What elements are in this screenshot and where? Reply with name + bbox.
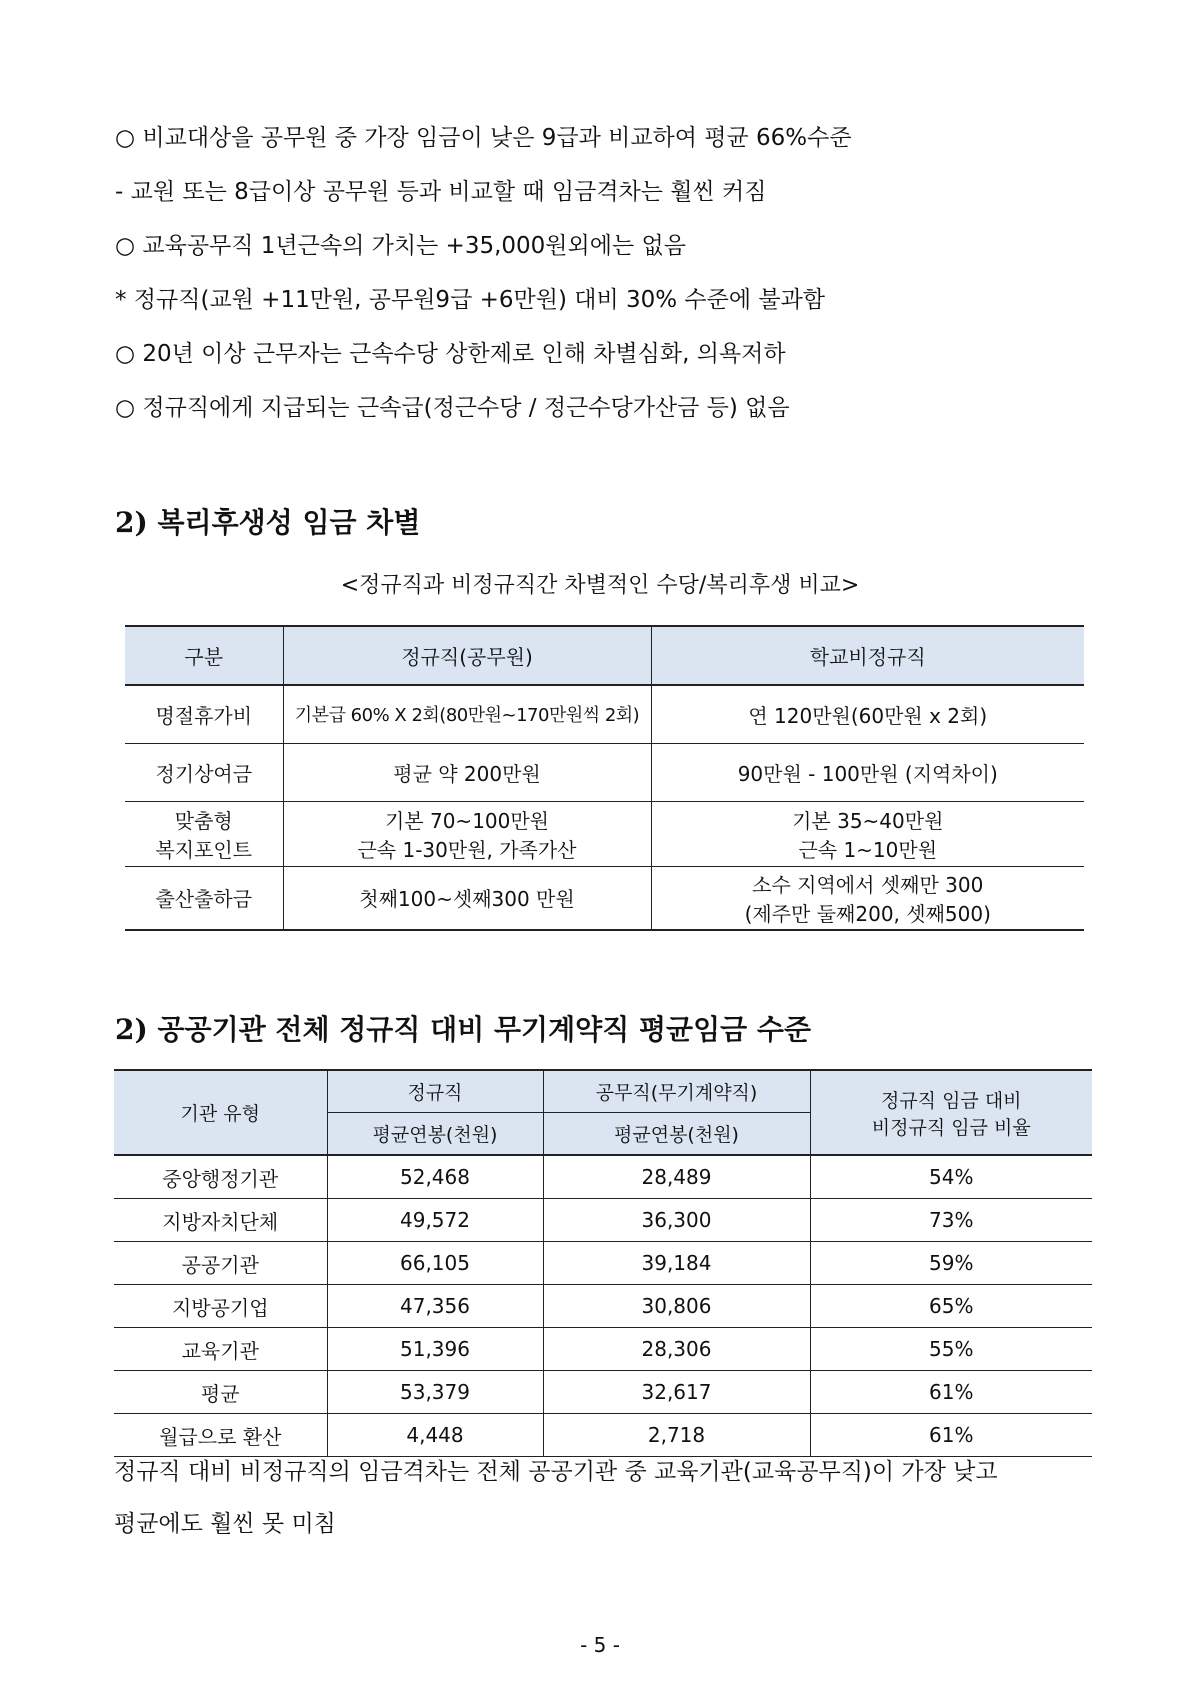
- regular-cell: [283, 801, 651, 866]
- welfare-comparison-table: [125, 625, 1084, 931]
- ratio-cell: 59%: [810, 1242, 1092, 1285]
- table-row: [114, 1414, 1092, 1457]
- column-header: 기관 유형: [114, 1070, 327, 1155]
- row-label: 공공기관: [114, 1242, 327, 1285]
- row-label: 정기상여금: [125, 743, 283, 801]
- row-label: 출산출하금: [125, 866, 283, 930]
- column-header: 평균연봉(천원): [327, 1112, 543, 1155]
- contract-salary-cell: 2,718: [543, 1414, 810, 1457]
- table-row: [114, 1199, 1092, 1242]
- cell-line: 기본 70~100만원: [384, 808, 550, 833]
- column-header: 학교비정규직: [651, 626, 1084, 685]
- nonregular-cell: 90만원 - 100만원 (지역차이): [651, 743, 1084, 801]
- row-label: 월급으로 환산: [114, 1414, 327, 1457]
- regular-salary-cell: 53,379: [327, 1371, 543, 1414]
- table-row: [114, 1371, 1092, 1414]
- column-header: 평균연봉(천원): [543, 1112, 810, 1155]
- regular-cell: 첫째100~셋째300 만원: [283, 866, 651, 930]
- table-row: [114, 1285, 1092, 1328]
- page-number: - 5 -: [580, 1633, 620, 1657]
- regular-salary-cell: 49,572: [327, 1199, 543, 1242]
- ratio-cell: 61%: [810, 1371, 1092, 1414]
- column-header: 구분: [125, 626, 283, 685]
- table-caption: <정규직과 비정규직간 차별적인 수당/복리후생 비교>: [340, 573, 860, 598]
- contract-salary-cell: 36,300: [543, 1199, 810, 1242]
- contract-salary-cell: 30,806: [543, 1285, 810, 1328]
- table-row: [114, 1242, 1092, 1285]
- regular-salary-cell: 66,105: [327, 1242, 543, 1285]
- bullet-line: ○ 20년 이상 근무자는 근속수당 상한제로 인해 차별심화, 의욕저하: [115, 341, 786, 367]
- nonregular-cell: [651, 866, 1084, 930]
- regular-salary-cell: 4,448: [327, 1414, 543, 1457]
- bullet-line: * 정규직(교원 +11만원, 공무원9급 +6만원) 대비 30% 수준에 불과함: [115, 287, 826, 313]
- regular-cell: 평균 약 200만원: [283, 743, 651, 801]
- table-row: [125, 743, 1084, 801]
- contract-salary-cell: 28,306: [543, 1328, 810, 1371]
- cell-line: 근속 1~10만원: [798, 837, 938, 862]
- row-label: 중앙행정기관: [114, 1155, 327, 1199]
- column-header: 공무직(무기계약직): [543, 1070, 810, 1112]
- section-heading: 2) 공공기관 전체 정규직 대비 무기계약직 평균임금 수준: [115, 1013, 812, 1046]
- bullet-line: - 교원 또는 8급이상 공무원 등과 비교할 때 임금격차는 훨씬 커짐: [115, 179, 767, 205]
- header-line: 정규직 임금 대비: [880, 1089, 1022, 1112]
- contract-salary-cell: 28,489: [543, 1155, 810, 1199]
- wage-level-table: [114, 1069, 1092, 1457]
- row-label: 평균: [114, 1371, 327, 1414]
- column-header: 정규직(공무원): [283, 626, 651, 685]
- row-label: 교육기관: [114, 1328, 327, 1371]
- bullet-line: ○ 정규직에게 지급되는 근속급(정근수당 / 정근수당가산금 등) 없음: [115, 395, 790, 421]
- ratio-cell: 55%: [810, 1328, 1092, 1371]
- contract-salary-cell: 32,617: [543, 1371, 810, 1414]
- regular-salary-cell: 51,396: [327, 1328, 543, 1371]
- ratio-cell: 73%: [810, 1199, 1092, 1242]
- row-label: [125, 801, 283, 866]
- table-row: [114, 1155, 1092, 1199]
- row-label: 지방자치단체: [114, 1199, 327, 1242]
- cell-line: 근속 1-30만원, 가족가산: [357, 837, 577, 862]
- section-heading: 2) 복리후생성 임금 차별: [115, 506, 421, 539]
- row-label-line: 맞춤형: [174, 808, 233, 833]
- cell-line: 소수 지역에서 셋째만 300: [752, 872, 984, 897]
- header-line: 비정규직 임금 비율: [871, 1116, 1031, 1139]
- column-header: [810, 1070, 1092, 1155]
- bullet-line: ○ 교육공무직 1년근속의 가치는 +35,000원외에는 없음: [115, 233, 686, 259]
- contract-salary-cell: 39,184: [543, 1242, 810, 1285]
- nonregular-cell: [651, 801, 1084, 866]
- note-line: 평균에도 훨씬 못 미침: [114, 1511, 336, 1537]
- cell-line: 기본 35~40만원: [792, 808, 944, 833]
- table-row: [114, 1328, 1092, 1371]
- regular-salary-cell: 52,468: [327, 1155, 543, 1199]
- regular-salary-cell: 47,356: [327, 1285, 543, 1328]
- ratio-cell: 65%: [810, 1285, 1092, 1328]
- cell-line: (제주만 둘째200, 셋째500): [744, 901, 991, 926]
- nonregular-cell: 연 120만원(60만원 x 2회): [651, 685, 1084, 743]
- column-header: 정규직: [327, 1070, 543, 1112]
- ratio-cell: 54%: [810, 1155, 1092, 1199]
- bullet-line: ○ 비교대상을 공무원 중 가장 임금이 낮은 9급과 비교하여 평균 66%수준: [115, 125, 852, 151]
- row-label: 지방공기업: [114, 1285, 327, 1328]
- table-row: [125, 866, 1084, 930]
- table-row: [125, 685, 1084, 743]
- note-line: 정규직 대비 비정규직의 임금격차는 전체 공공기관 중 교육기관(교육공무직)이 가장 낮고: [114, 1459, 998, 1485]
- table-row: [125, 801, 1084, 866]
- regular-cell: 기본급 60% X 2회(80만원~170만원씩 2회): [283, 685, 651, 743]
- row-label: 명절휴가비: [125, 685, 283, 743]
- ratio-cell: 61%: [810, 1414, 1092, 1457]
- row-label-line: 복지포인트: [155, 837, 253, 862]
